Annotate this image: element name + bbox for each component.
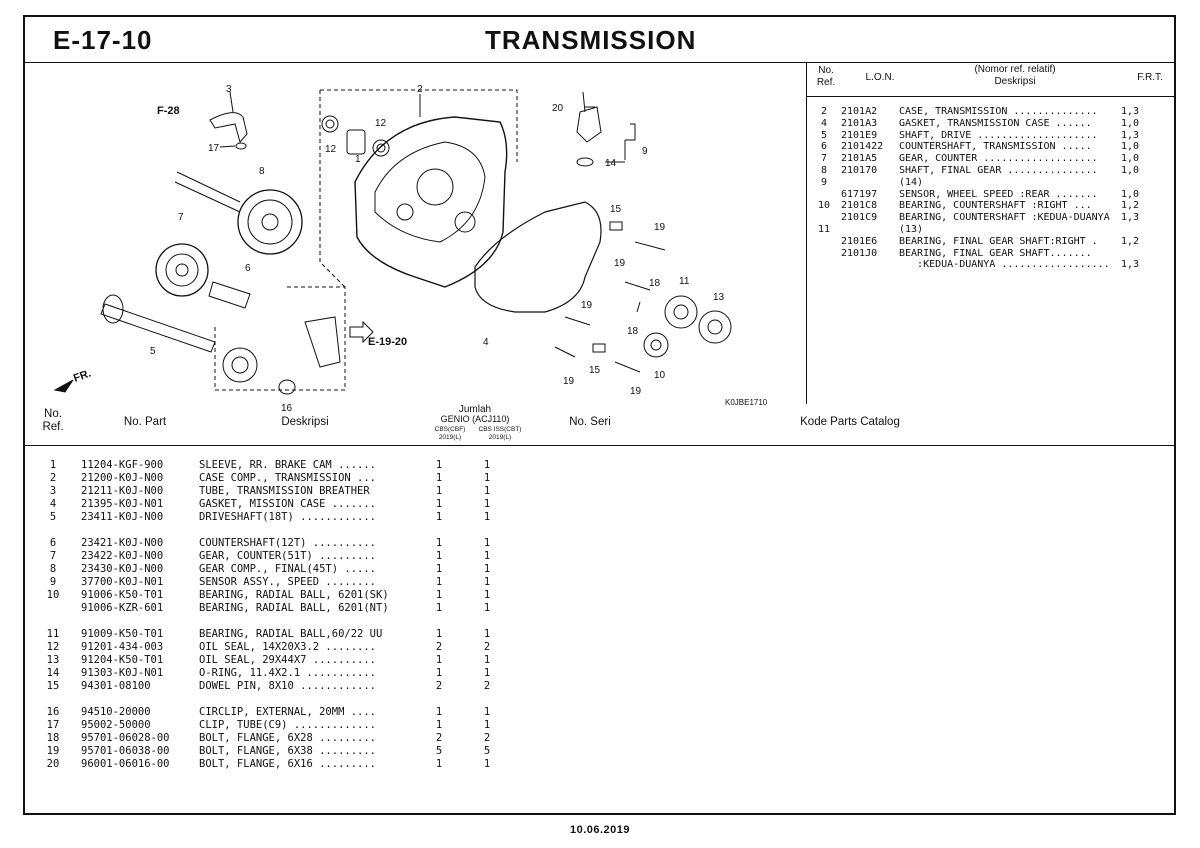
diagram-code: K0JBE1710 — [725, 398, 768, 407]
callout-label: 9 — [642, 146, 648, 157]
table-row: 4 21395-K0J-N01 GASKET, MISSION CASE ....... 1 1 — [49, 498, 491, 510]
parts-header-catalog: Kode Parts Catalog — [800, 416, 900, 428]
table-row: 11 91009-K50-T01 BEARING, RADIAL BALL,60/22 UU 1 1 — [46, 628, 491, 640]
table-row: 7 2101A5 GEAR, COUNTER ................... 1,0 — [820, 153, 1140, 165]
table-row: 16 94510-20000 CIRCLIP, EXTERNAL, 20MM .... 1 1 — [46, 706, 491, 718]
table-row: 5 23411-K0J-N00 DRIVESHAFT(18T) ............ 1 1 — [49, 511, 491, 523]
parts-header-model: GENIO (ACJ110) — [440, 414, 510, 424]
table-row: 10 91006-K50-T01 BEARING, RADIAL BALL, 6201(SK) 1 1 — [46, 589, 491, 601]
callout-label: 19 — [654, 222, 666, 233]
reference-table — [807, 62, 1176, 404]
table-row: 9 37700-K0J-N01 SENSOR ASSY., SPEED ........ 1 1 — [49, 576, 491, 588]
callout-label: 19 — [630, 386, 642, 397]
callout-label: 10 — [654, 370, 666, 381]
parts-header-desc: Deskripsi — [281, 416, 329, 428]
parts-header-jumlah: Jumlah — [458, 404, 492, 415]
gasket — [475, 202, 601, 312]
table-row: 2101E6 BEARING, FINAL GEAR SHAFT:RIGHT . 1,2 — [841, 235, 1140, 247]
ref-header-desc: Deskripsi — [994, 76, 1036, 87]
table-row: 8 210170 SHAFT, FINAL GEAR ............... 1,0 — [820, 164, 1140, 176]
ref-header-no: No. Ref. — [816, 65, 836, 88]
reference-rows — [807, 106, 1176, 271]
table-row: 20 96001-06016-00 BOLT, FLANGE, 6X16 ......... 1 1 — [46, 758, 491, 770]
parts-header-part: No. Part — [123, 416, 167, 428]
callout-label: 4 — [483, 337, 489, 348]
page-title: TRANSMISSION — [485, 25, 697, 55]
reference-table-header — [807, 62, 1176, 97]
table-row: 617197 SENSOR, WHEEL SPEED :REAR ....... 1,0 — [841, 188, 1140, 200]
footer-date: 10.06.2019 — [569, 824, 631, 836]
page-frame — [23, 15, 1176, 815]
ref-tag-f28: F-28 — [157, 105, 180, 117]
section-code: E-17-10 — [53, 25, 153, 55]
callout-label: 1 — [355, 154, 361, 165]
table-row: 1 11204-KGF-900 SLEEVE, RR. BRAKE CAM ...... 1 1 — [49, 459, 491, 471]
table-row: 13 91204-K50-T01 OIL SEAL, 29X44X7 .......... 1 1 — [46, 654, 491, 666]
callout-label: 2 — [417, 84, 423, 95]
callout-label: 6 — [245, 263, 251, 274]
page-header — [25, 17, 1174, 63]
front-arrow-label: FR. — [71, 367, 93, 385]
callout-label: 3 — [226, 84, 232, 95]
table-row: 18 95701-06028-00 BOLT, FLANGE, 6X28 ......... 2 2 — [46, 732, 491, 744]
parts-header-seri: No. Seri — [569, 416, 611, 428]
table-row: 2101C9 BEARING, COUNTERSHAFT :KEDUA-DUANYA 1,3 — [841, 212, 1140, 224]
table-row: 4 2101A3 GASKET, TRANSMISSION CASE ...... 1,0 — [820, 117, 1140, 129]
parts-table-header — [25, 404, 1174, 446]
table-row: 2101J0 BEARING, FINAL GEAR SHAFT....... — [841, 247, 1092, 259]
parts-header-no: No. Ref. — [42, 408, 64, 433]
table-row: 9 (14) — [820, 176, 924, 188]
callout-label: 14 — [605, 158, 617, 169]
table-row: 19 95701-06038-00 BOLT, FLANGE, 6X38 ......... 5 5 — [46, 745, 491, 757]
table-row: :KEDUA-DUANYA .................. 1,3 — [899, 259, 1140, 271]
callout-label: 16 — [281, 403, 293, 414]
driveshaft — [101, 304, 215, 352]
transmission-case — [355, 117, 507, 287]
callout-label: 5 — [150, 346, 156, 357]
ref-header-frt: F.R.T. — [1137, 72, 1163, 83]
callout-label: 19 — [581, 300, 593, 311]
table-row: 2 2101A2 CASE, TRANSMISSION .............. 1,3 — [820, 106, 1140, 117]
table-row: 5 2101E9 SHAFT, DRIVE .................... 1,3 — [820, 129, 1140, 141]
table-row: 15 94301-08100 DOWEL PIN, 8X10 ............ 2 2 — [46, 680, 491, 692]
table-row: 14 91303-K0J-N01 O-RING, 11.4X2.1 ........... 1 1 — [46, 667, 491, 679]
callout-label: 15 — [589, 365, 601, 376]
table-row: 6 23421-K0J-N00 COUNTERSHAFT(12T) .......... 1 1 — [49, 537, 491, 549]
callout-label: 13 — [713, 292, 725, 303]
callout-label: 20 — [552, 103, 564, 114]
callout-label: 18 — [649, 278, 661, 289]
callout-label: 17 — [208, 143, 220, 154]
table-row: 91006-KZR-601 BEARING, RADIAL BALL, 6201(NT) 1 1 — [81, 602, 491, 614]
bearing — [223, 348, 257, 382]
callout-label: 19 — [563, 376, 575, 387]
ref-header-desc-note: (Nomor ref. relatif) — [974, 64, 1056, 75]
callout-label: 12 — [325, 144, 337, 155]
table-row: 3 21211-K0J-N00 TUBE, TRANSMISSION BREATHER 1 1 — [49, 485, 491, 497]
parts-header-col1: CBS(CBF) 2019(L) — [434, 426, 466, 441]
parts-header-col2: CBS ISS(CBT) 2019(L) — [478, 426, 522, 441]
callout-labels — [72, 84, 768, 414]
callout-label: 15 — [610, 204, 622, 215]
table-row: 8 23430-K0J-N00 GEAR COMP., FINAL(45T) ..... 1 1 — [49, 563, 491, 575]
table-row: 11 (13) — [817, 223, 924, 235]
ref-tag-e1920: E-19-20 — [368, 336, 408, 348]
table-row: 2 21200-K0J-N00 CASE COMP., TRANSMISSION ... 1 1 — [49, 472, 491, 484]
parts-rows — [25, 459, 1174, 771]
callout-label: 12 — [375, 118, 387, 129]
ref-header-lon: L.O.N. — [865, 72, 895, 83]
table-row: 17 95002-50000 CLIP, TUBE(C9) ............. 1 1 — [46, 719, 491, 731]
counter-gear — [156, 244, 208, 296]
callout-label: 7 — [178, 212, 184, 223]
callout-label: 19 — [614, 258, 626, 269]
callout-label: 11 — [679, 276, 690, 287]
table-row: 12 91201-434-003 OIL SEAL, 14X20X3.2 ........ 2 2 — [46, 641, 491, 653]
callout-label: 8 — [259, 166, 265, 177]
table-row: 7 23422-K0J-N00 GEAR, COUNTER(51T) ......... 1 1 — [49, 550, 491, 562]
table-row: 10 2101C8 BEARING, COUNTERSHAFT :RIGHT ... 1,2 — [817, 200, 1140, 212]
callout-label: 18 — [627, 326, 639, 337]
table-row: 6 2101422 COUNTERSHAFT, TRANSMISSION ..... 1,0 — [820, 141, 1140, 153]
